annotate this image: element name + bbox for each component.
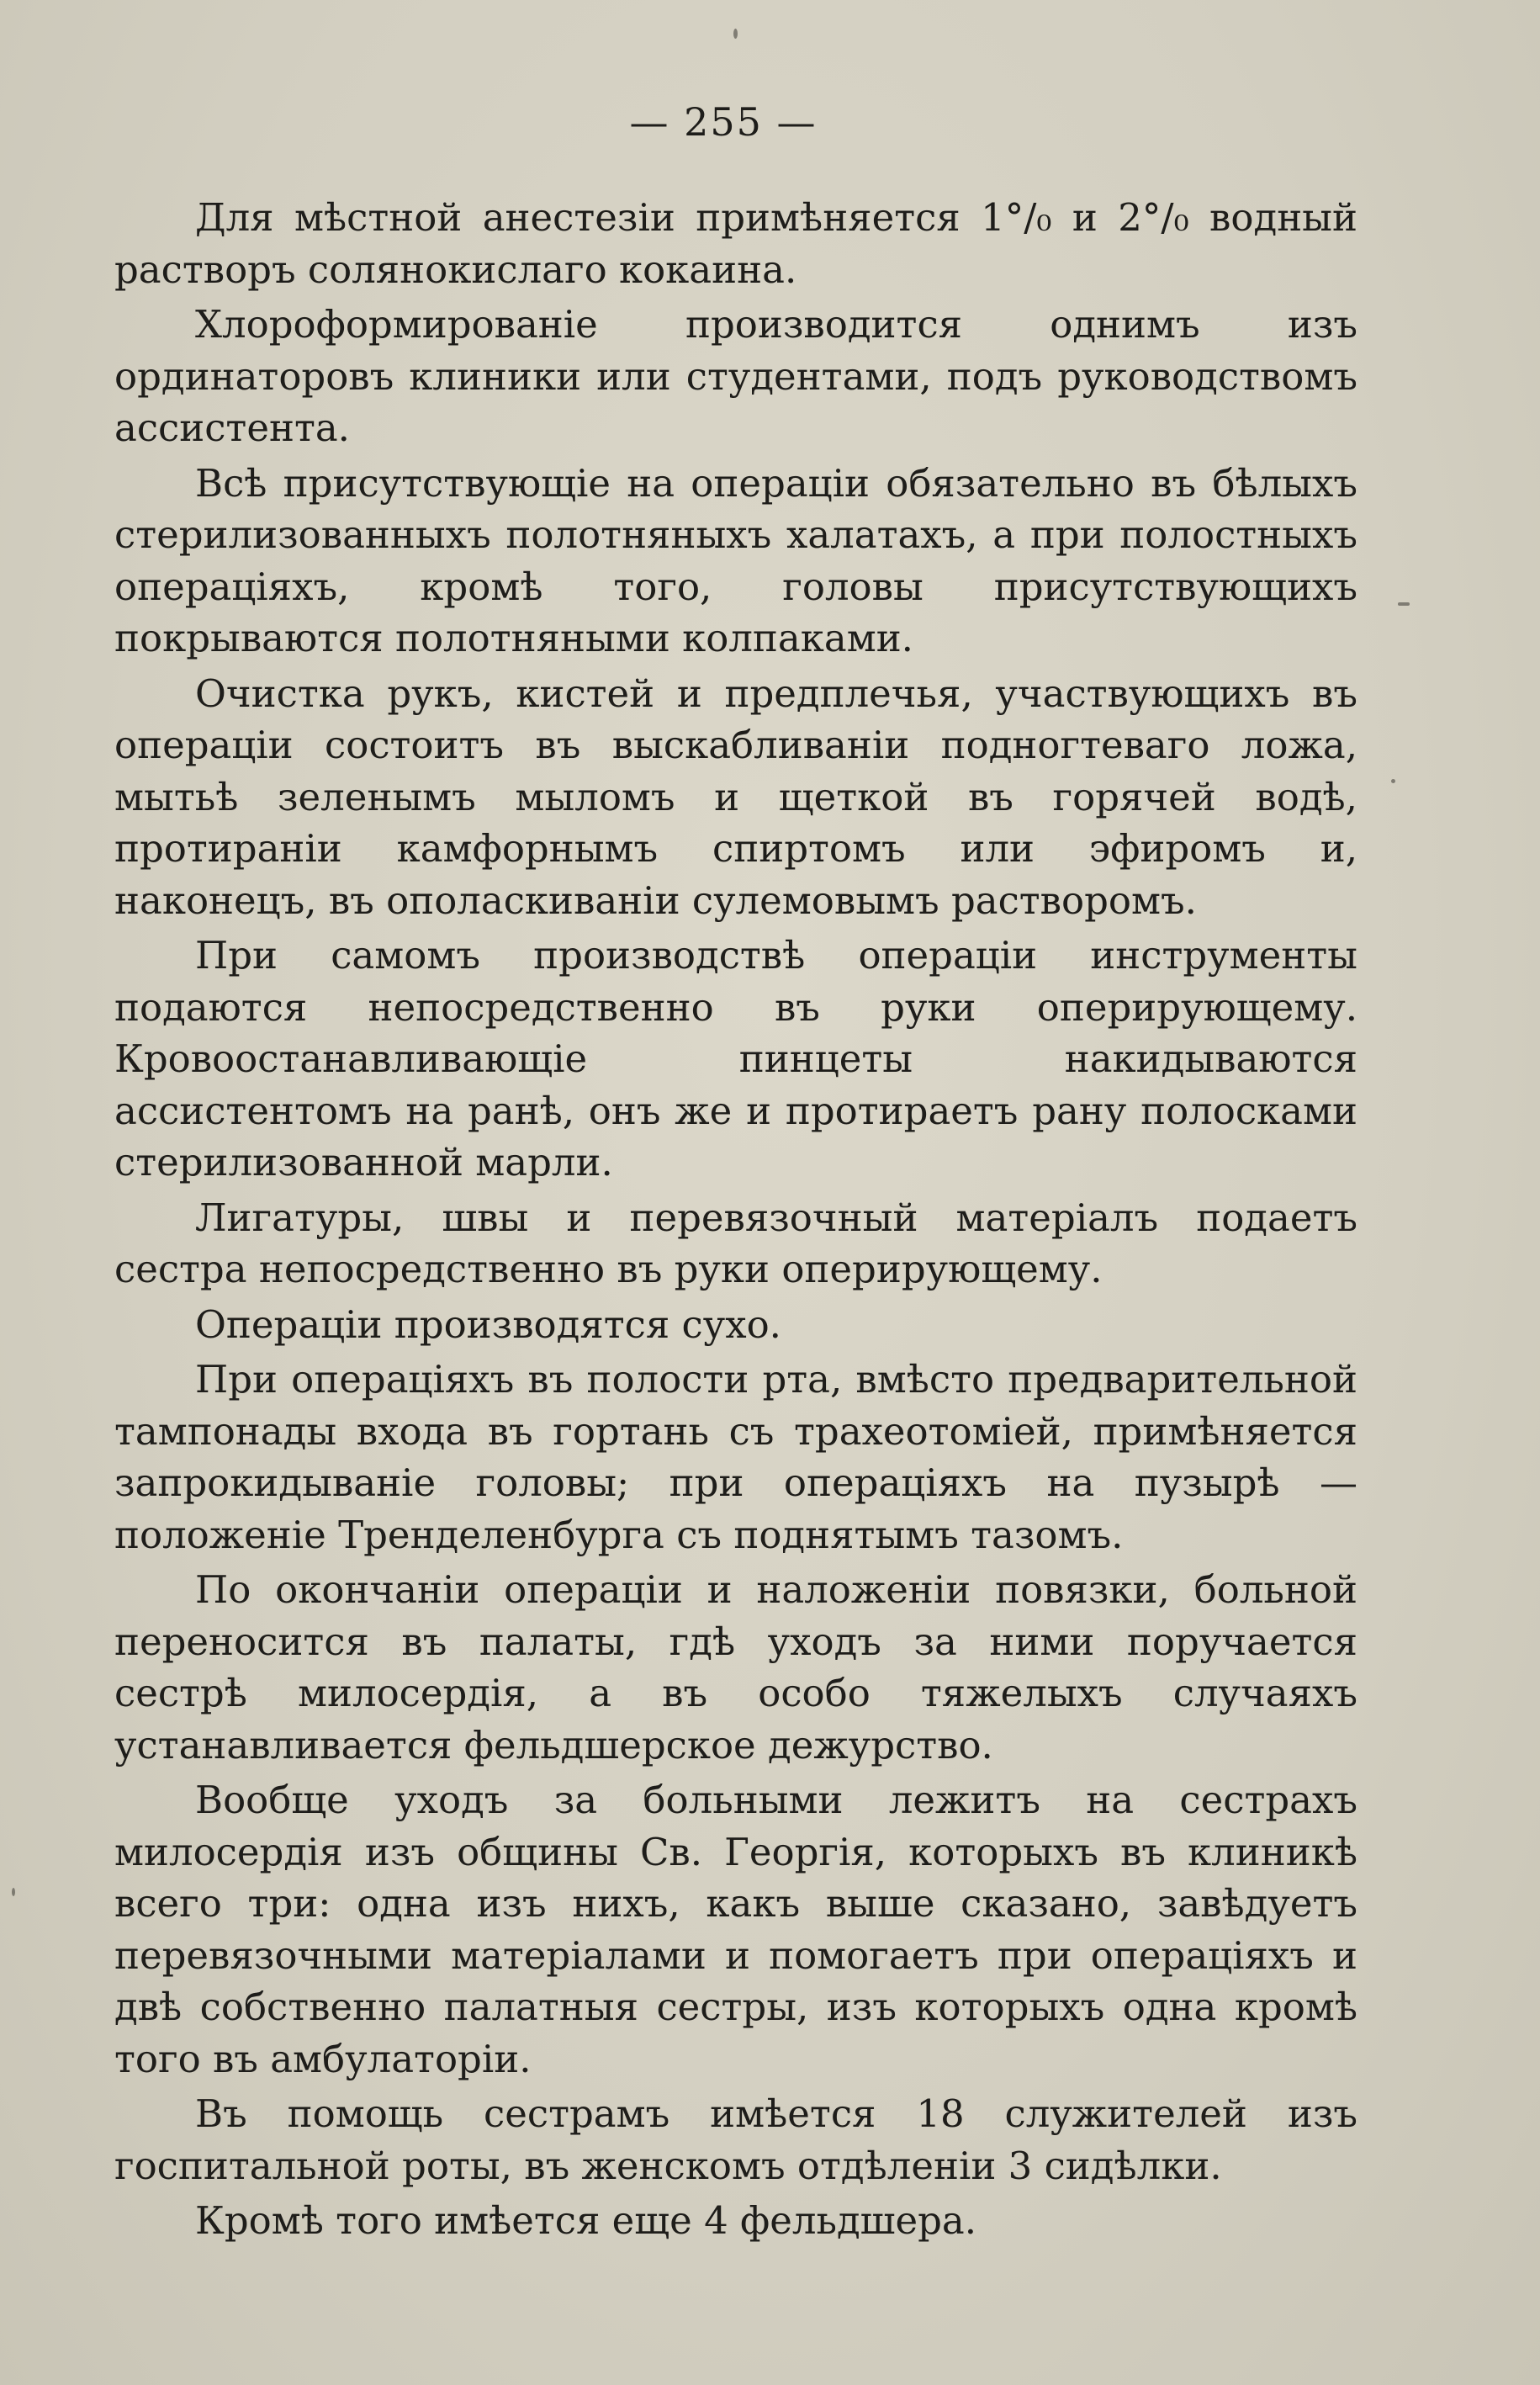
speck-mark bbox=[1398, 602, 1410, 606]
body-text bbox=[114, 192, 1357, 2247]
paragraph-mouth-operations: При операціяхъ въ полости рта, вмѣсто предварительной тампонады входа въ гортань съ трахеотоміей, примѣняется запрокидываніе головы; при операціяхъ на пузырѣ — положеніе Тренделенбурга съ поднятымъ тазомъ. bbox=[114, 1357, 1357, 1557]
speck-mark bbox=[1391, 779, 1395, 783]
paragraph-post-operation: По окончаніи операціи и наложеніи повязки, больной переносится въ палаты, гдѣ уходъ за ними поручается сестрѣ милосердія, а въ особо тяжелыхъ случаяхъ устанавливается фельдшерское дежурство. bbox=[114, 1567, 1357, 1768]
paragraph-ligatures: Лигатуры, швы и перевязочный матеріалъ подаетъ сестра непосредственно въ руки оперирующему. bbox=[114, 1195, 1357, 1291]
paragraph-local-anesthesia: Для мѣстной анестезіи примѣняется 1°/₀ и 2°/₀ водный растворъ солянокислаго кокаина. bbox=[114, 195, 1357, 292]
paragraph-dry-operations: Операціи производятся сухо. bbox=[195, 1301, 781, 1347]
paragraph-gowns: Всѣ присутствующіе на операціи обязательно въ бѣлыхъ стерилизованныхъ полотняныхъ халатахъ, а при полостныхъ операціяхъ, кромѣ того, головы присутствующихъ покрываются полотняными колпаками. bbox=[114, 460, 1357, 660]
paragraph-attendants: Въ помощь сестрамъ имѣется 18 служителей изъ госпитальной роты, въ женскомъ отдѣленіи 3 сидѣлки. bbox=[114, 2091, 1357, 2188]
paragraph-instruments: При самомъ производствѣ операціи инструменты подаются непосредственно въ руки оперирующему. Кровоостанавливающіе пинцеты накидываются ассистентомъ на ранѣ, онъ же и протираетъ рану полосками стерилизованной марли. bbox=[114, 933, 1357, 1185]
speck-mark bbox=[733, 29, 738, 39]
speck-mark bbox=[12, 1888, 15, 1896]
paragraph-feldshers: Кромѣ того имѣется еще 4 фельдшера. bbox=[195, 2198, 977, 2243]
paragraph-hand-cleaning: Очистка рукъ, кистей и предплечья, участвующихъ въ операціи состоитъ въ выскабливаніи подногтеваго ложа, мытьѣ зеленымъ мыломъ и щеткой въ горячей водѣ, протираніи камфорнымъ спиртомъ или эфиромъ и, наконецъ, въ ополаскиваніи сулемовымъ растворомъ. bbox=[114, 670, 1357, 923]
page-number: — 255 — bbox=[629, 99, 818, 145]
paragraph-nursing-care: Вообще уходъ за больными лежитъ на сестрахъ милосердія изъ общины Св. Георгія, которыхъ въ клиникѣ всего три: одна изъ нихъ, какъ выше сказано, завѣдуетъ перевязочными матеріалами и помогаетъ при операціяхъ и двѣ собственно палатныя сестры, изъ которыхъ одна кромѣ того въ амбулаторіи. bbox=[114, 1778, 1357, 2081]
paragraph-chloroform: Хлороформированіе производится однимъ изъ ординаторовъ клиники или студентами, подъ руководствомъ ассистента. bbox=[114, 302, 1357, 450]
